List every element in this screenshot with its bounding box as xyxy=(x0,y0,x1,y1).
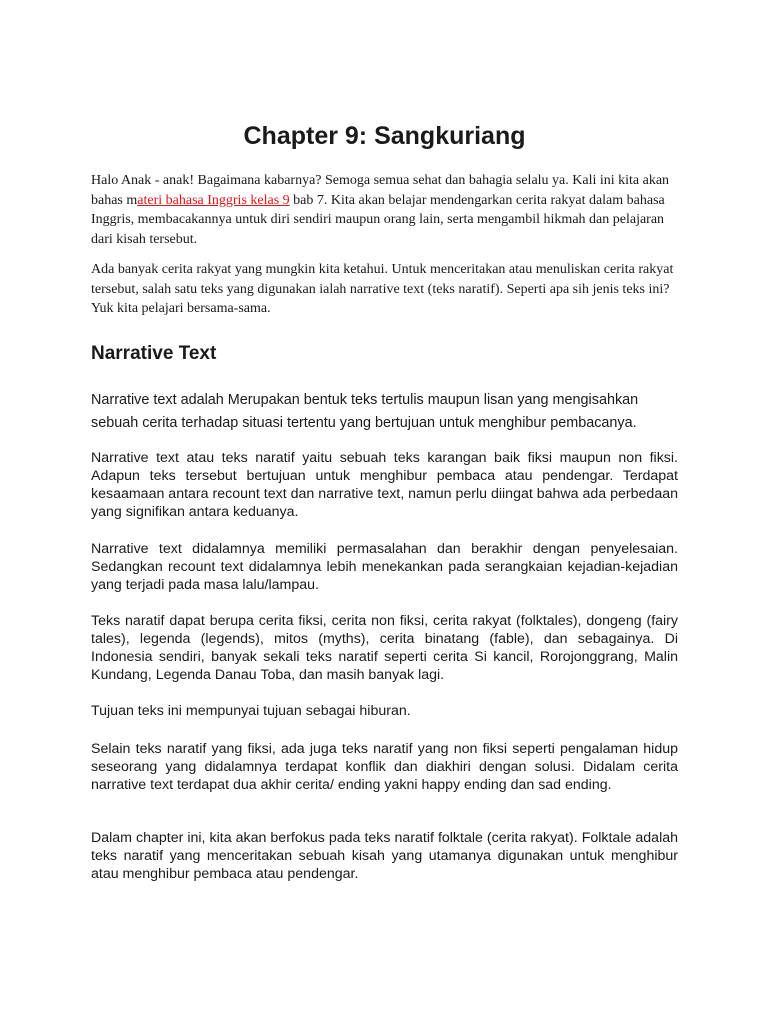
intro-text-before-link: Halo Anak - anak! Bagaimana kabarnya? Semoga semua sehat dan bahagia selalu ya. Kali ini kita akan bahas m xyxy=(91,173,670,208)
paragraph-examples: Teks naratif dapat berupa cerita fiksi, cerita non fiksi, cerita rakyat (folktales), dongeng (fairy tales), legenda (legends), mitos (myths), cerita binatang (fable), dan sebagainya. Di Indonesia sendiri, banyak sekali teks naratif seperti cerita Si kancil, Rorojonggrang, Malin Kundang, Legenda Danau Toba, dan masih banyak lagi. xyxy=(91,613,678,683)
paragraph-purpose: Tujuan teks ini mempunyai tujuan sebagai hiburan. xyxy=(91,703,411,719)
paragraph-folktale: Dalam chapter ini, kita akan berfokus pada teks naratif folktale (cerita rakyat). Folktale adalah teks naratif yang menceritakan sebuah kisah yang utamanya digunakan untuk menghibur atau menghibur pembaca atau pendengar. xyxy=(91,830,678,882)
intro-text-after-link: bab 7. Kita akan belajar mendengarkan cerita rakyat dalam bahasa Inggris, membacakannya untuk diri sendiri maupun orang lain, serta mengambil hikmah dan pelajaran dari kisah tersebut. xyxy=(91,192,665,247)
paragraph-definition: Narrative text adalah Merupakan bentuk teks tertulis maupun lisan yang mengisahkan sebuah cerita terhadap situasi tertentu yang bertujuan untuk menghibur pembacanya. xyxy=(91,392,639,431)
page-title: Chapter 9: Sangkuriang xyxy=(243,122,526,150)
materi-link[interactable]: ateri bahasa Inggris kelas 9 xyxy=(137,192,290,208)
intro-paragraph-2: Ada banyak cerita rakyat yang mungkin kita ketahui. Untuk menceritakan atau menuliskan cerita rakyat tersebut, salah satu teks yang digunakan ialah narrative text (teks naratif). Seperti apa sih jenis teks ini? Yuk kita pelajari bersama-sama. xyxy=(91,262,674,316)
section-heading: Narrative Text xyxy=(91,343,217,364)
paragraph-problem-resolution: Narrative text didalamnya memiliki permasalahan dan berakhir dengan penyelesaian. Sedangkan recount text didalamnya lebih menekankan pada serangkaian kejadian-kejadian yang terjadi pada masa lalu/lampau. xyxy=(91,541,678,593)
paragraph-non-fiction: Selain teks naratif yang fiksi, ada juga teks naratif yang non fiksi seperti pengalaman hidup seseorang yang didalamnya terdapat konflik dan diakhiri dengan solusi. Didalam cerita narrative text terdapat dua akhir cerita/ ending yakni happy ending dan sad ending. xyxy=(91,741,678,793)
intro-paragraph-1 xyxy=(91,171,678,249)
paragraph-narrative-vs-recount: Narrative text atau teks naratif yaitu sebuah teks karangan baik fiksi maupun non fiksi. Adapun teks tersebut bertujuan untuk menghibur pembaca atau pendengar. Terdapat kesaamaan antara recount text dan narrative text, namun perlu diingat bahwa ada perbedaan yang signifikan antara keduanya. xyxy=(91,450,678,520)
